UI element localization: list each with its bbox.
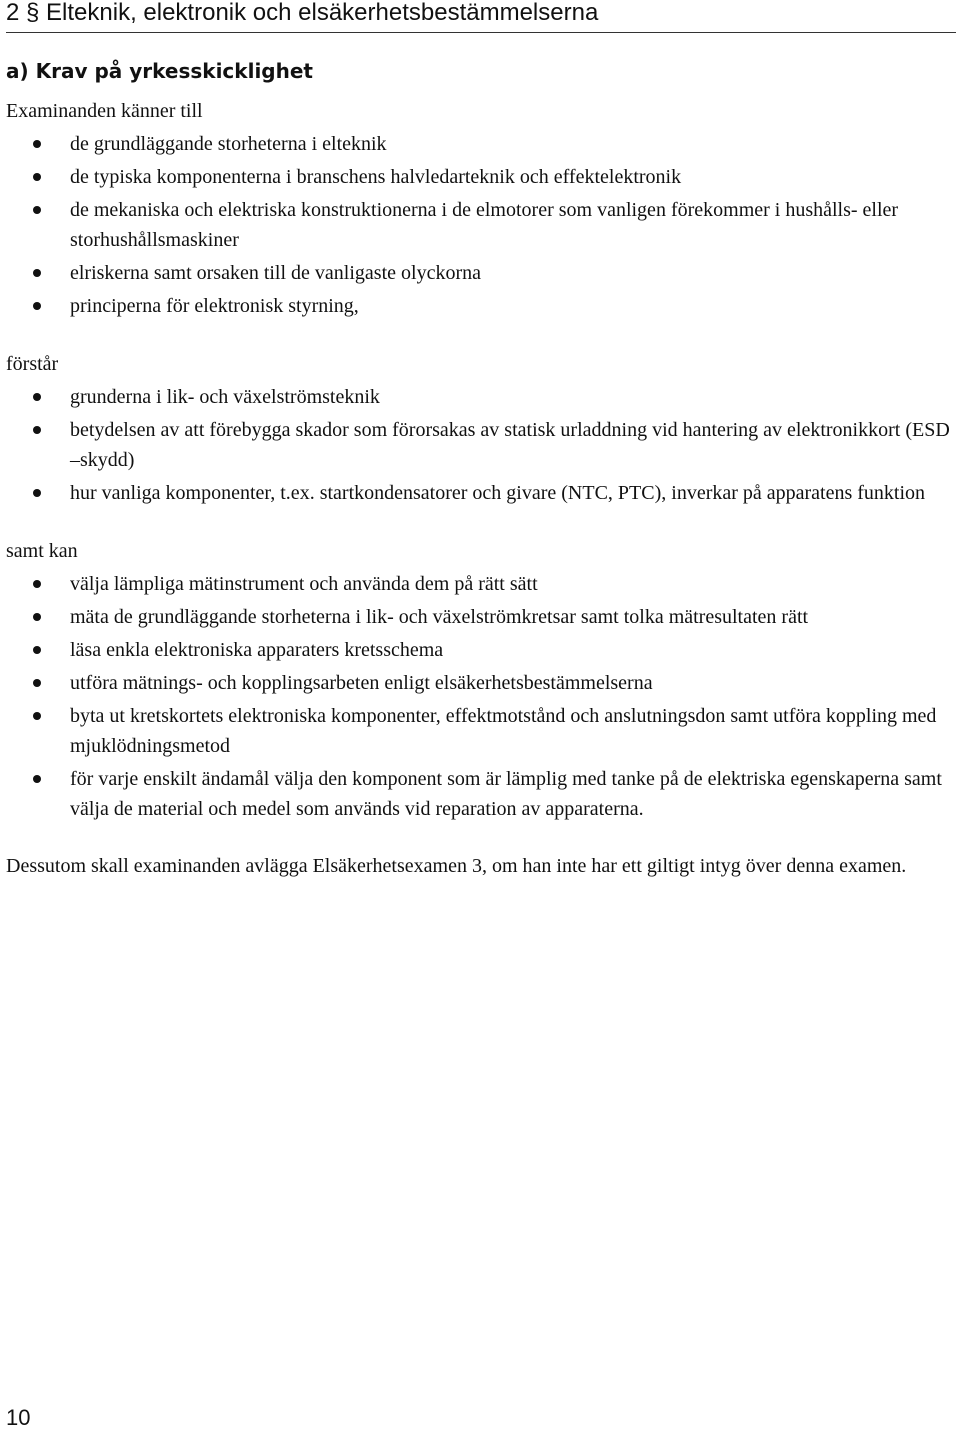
list-item-text: mäta de grundläggande storheterna i lik- och växelströmkretsar samt tolka mätresultaten rätt — [70, 606, 809, 628]
list-item — [6, 382, 956, 412]
list-item-text: de grundläggande storheterna i elteknik — [70, 133, 387, 155]
list-item-text: byta ut kretskortets elektroniska komponenter, effektmotstånd och anslutningsdon samt utföra koppling med mjuklödningsmetod — [70, 705, 937, 757]
list-item-text: läsa enkla elektroniska apparaters kretsschema — [70, 639, 444, 661]
list-item-text: välja lämpliga mätinstrument och använda dem på rätt sätt — [70, 573, 538, 595]
bullet-icon — [33, 206, 41, 214]
group-label-can: samt kan — [6, 540, 78, 562]
list-item — [6, 764, 956, 824]
bullet-icon — [33, 712, 41, 720]
list-item-text: hur vanliga komponenter, t.ex. startkondensatorer och givare (NTC, PTC), inverkar på apparatens funktion — [70, 482, 926, 504]
understands-list — [6, 382, 956, 508]
list-item — [6, 569, 956, 599]
list-item-text: principerna för elektronisk styrning, — [70, 295, 359, 317]
list-item-text: betydelsen av att förebygga skador som förorsakas av statisk urladdning vid hantering av elektronikkort (ESD –skydd) — [70, 419, 950, 471]
bullet-icon — [33, 580, 41, 588]
can-list — [6, 569, 956, 824]
bullet-icon — [33, 613, 41, 621]
closing-paragraph: Dessutom skall examinanden avlägga Elsäkerhetsexamen 3, om han inte har ett giltigt intyg över denna examen. — [6, 855, 907, 877]
list-item — [6, 635, 956, 665]
list-item — [6, 195, 956, 255]
list-item — [6, 162, 956, 192]
list-item — [6, 258, 956, 288]
bullet-icon — [33, 679, 41, 687]
requirements-content — [6, 96, 956, 901]
list-item — [6, 291, 956, 321]
list-item — [6, 701, 956, 761]
list-item-text: de typiska komponenterna i branschens halvledarteknik och effektelektronik — [70, 166, 682, 188]
bullet-icon — [33, 302, 41, 310]
list-item — [6, 129, 956, 159]
list-item — [6, 478, 956, 508]
list-item — [6, 602, 956, 632]
section-title: 2 § Elteknik, elektronik och elsäkerhetsbestämmelserna — [6, 0, 956, 33]
knows-list — [6, 129, 956, 321]
bullet-icon — [33, 646, 41, 654]
bullet-icon — [33, 173, 41, 181]
page-number: 10 — [6, 1405, 31, 1430]
list-item — [6, 415, 956, 475]
list-item-text: utföra mätnings- och kopplingsarbeten enligt elsäkerhetsbestämmelserna — [70, 672, 653, 694]
bullet-icon — [33, 426, 41, 434]
bullet-icon — [33, 140, 41, 148]
list-item-text: elriskerna samt orsaken till de vanligaste olyckorna — [70, 262, 481, 284]
group-label-knows: Examinanden känner till — [6, 100, 203, 122]
group-label-understands: förstår — [6, 353, 59, 375]
list-item-text: grunderna i lik- och växelströmsteknik — [70, 386, 380, 408]
list-item — [6, 668, 956, 698]
bullet-icon — [33, 489, 41, 497]
bullet-icon — [33, 775, 41, 783]
bullet-icon — [33, 269, 41, 277]
bullet-icon — [33, 393, 41, 401]
subsection-heading: a) Krav på yrkesskicklighet — [6, 59, 313, 83]
list-item-text: för varje enskilt ändamål välja den komponent som är lämplig med tanke på de elektriska egenskaperna samt välja de material och medel som används vid reparation av apparaterna. — [70, 768, 942, 820]
list-item-text: de mekaniska och elektriska konstruktionerna i de elmotorer som vanligen förekommer i hushålls- eller storhushållsmaskiner — [70, 199, 899, 251]
